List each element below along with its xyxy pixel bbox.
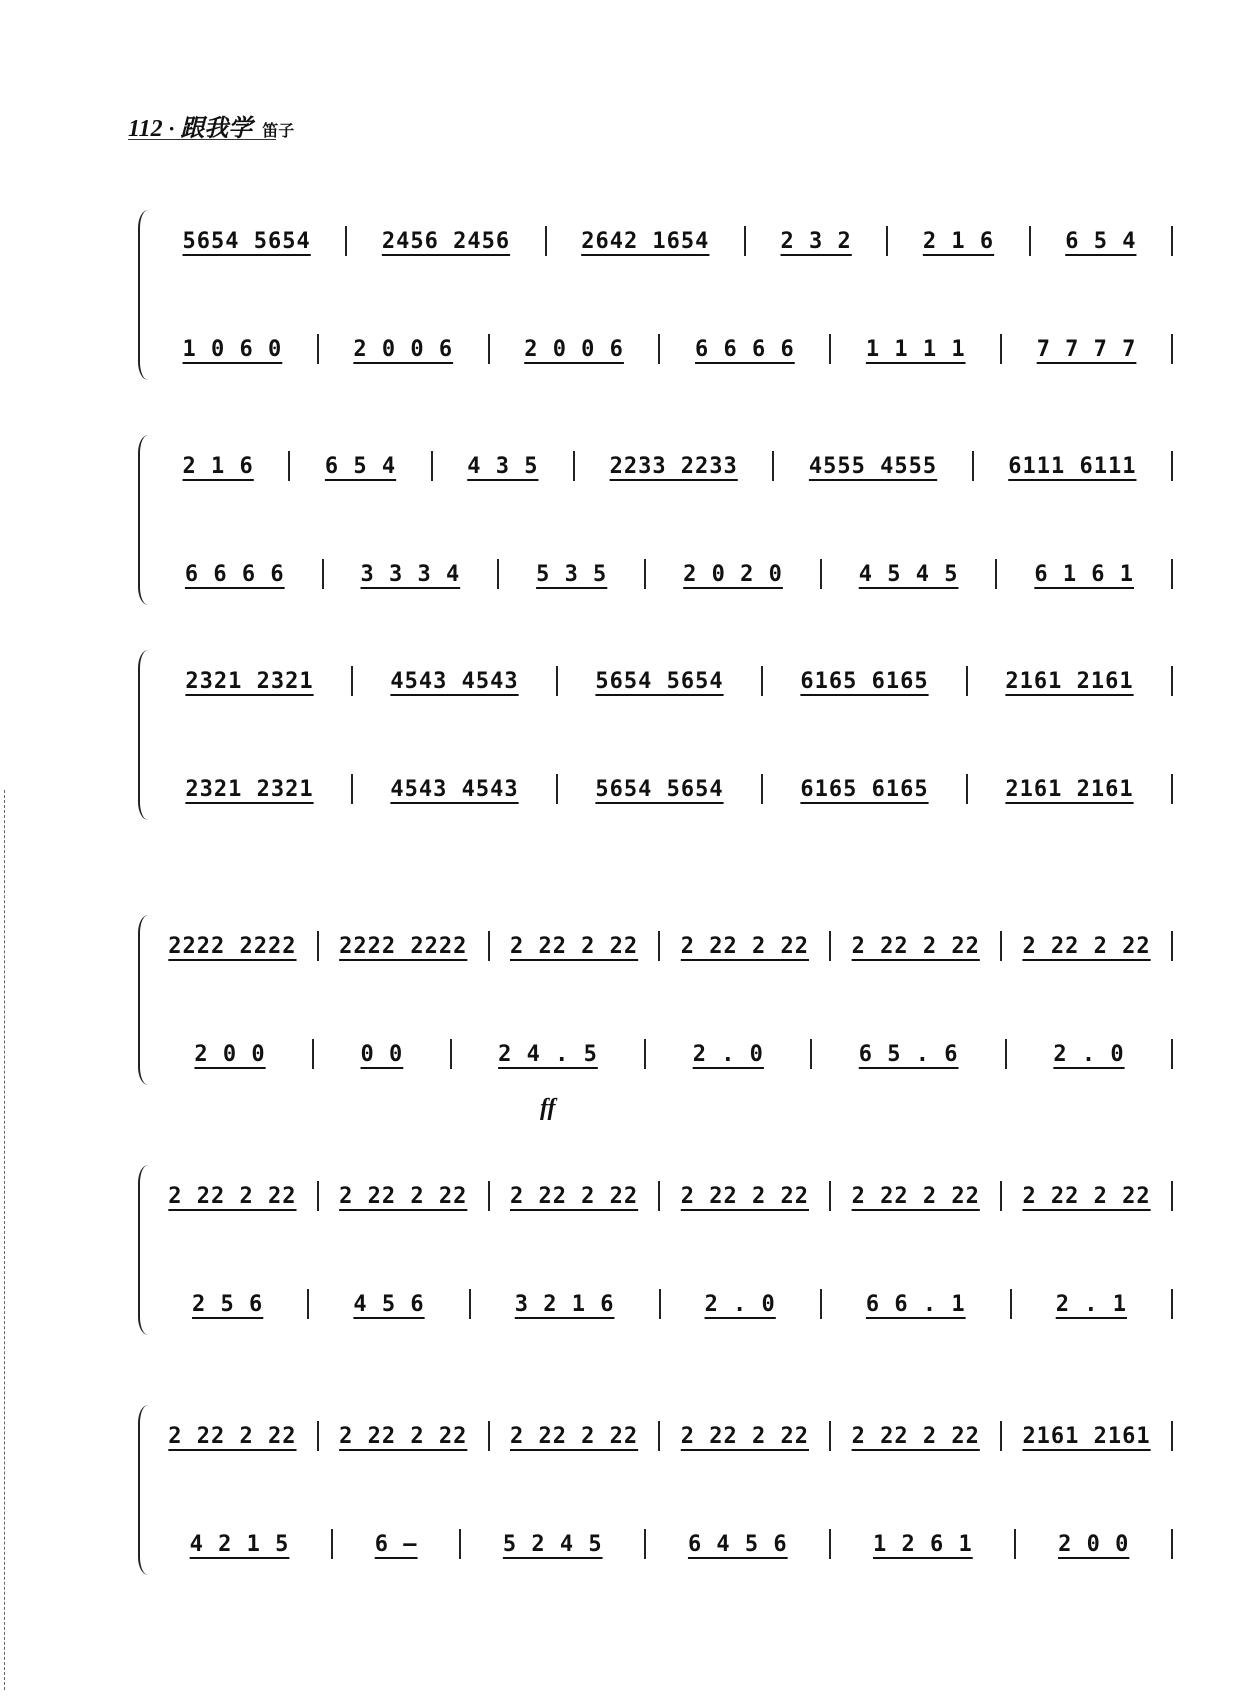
bar-line [1171,451,1173,481]
bar-line [345,226,347,256]
measure: 2161 2161 [1005,668,1134,694]
bar-line [820,1289,822,1319]
bar-line [317,1421,319,1451]
bar-line [886,226,888,256]
bar-line [1171,1181,1173,1211]
measure: 2321 2321 [185,776,314,802]
measure: 2 22 2 22 [680,933,809,959]
measure: 4 5 4 5 [858,561,959,587]
lower-part-line [158,328,1173,370]
measure: 6165 6165 [800,776,929,802]
bar-line [658,931,660,961]
measure: 2 22 2 22 [851,933,980,959]
measure: 2 22 2 22 [168,1183,297,1209]
bar-line [820,559,822,589]
series-title: 跟我学 [180,116,253,142]
bar-line [450,1039,452,1069]
bar-line [1171,1421,1173,1451]
bar-line [644,1039,646,1069]
bar-line [772,451,774,481]
measure: 2 22 2 22 [851,1183,980,1209]
score-system-5 [0,1155,1249,1355]
bar-line [459,1529,461,1559]
header-separator: · [168,116,175,141]
measure: 4555 4555 [808,453,938,479]
bar-line [351,666,353,696]
upper-part-line [158,1415,1173,1457]
measure: 2 0 0 [194,1041,266,1067]
bar-line [307,1289,309,1319]
bar-line [317,1181,319,1211]
measure: 5 3 5 [536,561,608,587]
measure: 6111 6111 [1008,453,1137,479]
system-brace [138,1165,154,1335]
measure: 1 2 6 1 [873,1531,973,1557]
measure: 2 22 2 22 [509,1423,639,1449]
measure: 2321 2321 [185,668,314,694]
bar-line [545,226,547,256]
measure: 7 7 7 7 [1036,336,1137,362]
bar-line [573,451,575,481]
bar-line [829,1529,831,1559]
page-header [128,108,294,143]
bar-line [1029,226,1031,256]
upper-part-line [158,445,1173,487]
bar-line [659,1289,661,1319]
measure: 2456 2456 [381,228,511,254]
measure: 3 3 3 4 [360,561,461,587]
measure: 6 5 4 [324,453,397,479]
measure: 2 0 0 6 [353,336,454,362]
system-brace [138,650,154,820]
measure: 2222 2222 [168,933,297,959]
measure: 4 2 1 5 [189,1531,290,1557]
bar-line [288,451,290,481]
bar-line [1171,666,1173,696]
bar-line [488,334,490,364]
measure: 2222 2222 [339,933,468,959]
measure: 6 6 6 6 [695,336,795,362]
measure: 2 . 0 [704,1291,776,1317]
measure: 6 5 4 [1065,228,1137,254]
bar-line [966,774,968,804]
measure: 2 . 0 [1053,1041,1125,1067]
lower-part-line [158,768,1173,810]
measure: 2 0 0 6 [524,336,624,362]
bar-line [1171,931,1173,961]
upper-part-line [158,220,1173,262]
measure: 2 . 0 [692,1041,764,1067]
measure: 2 4 . 5 [498,1041,598,1067]
system-brace [138,210,154,380]
measure: 2 22 2 22 [1022,1183,1151,1209]
measure: 2 0 2 0 [683,561,783,587]
bar-line [829,1421,831,1451]
bar-line [966,666,968,696]
measure: 2 0 0 [1058,1531,1130,1557]
bar-line [1171,334,1173,364]
measure: 2 22 2 22 [509,1183,639,1209]
bar-line [761,666,763,696]
upper-part-line [158,1175,1173,1217]
bar-line [1000,931,1002,961]
bar-line [761,774,763,804]
bar-line [1010,1289,1012,1319]
measure: 6 6 . 1 [865,1291,966,1317]
bar-line [1171,559,1173,589]
header-rule [128,139,276,140]
measure: 5654 5654 [595,776,724,802]
measure: 6 1 6 1 [1034,561,1135,587]
measure: 2 22 2 22 [339,1423,468,1449]
lower-part-line [158,1523,1173,1565]
measure: 4543 4543 [390,776,519,802]
bar-line [1014,1529,1016,1559]
book-subject: 笛子 [262,123,295,140]
bar-line [829,1181,831,1211]
lower-part-line [158,553,1173,595]
bar-line [351,774,353,804]
bar-line [1171,774,1173,804]
measure: 2 22 2 22 [168,1423,297,1449]
measure: 2233 2233 [609,453,738,479]
measure: 6 4 5 6 [687,1531,788,1557]
score-system-3 [0,640,1249,840]
bar-line [744,226,746,256]
measure: 2 22 2 22 [680,1423,809,1449]
bar-line [995,559,997,589]
measure: 3 2 1 6 [514,1291,615,1317]
bar-line [1171,226,1173,256]
measure: 6 5 . 6 [858,1041,959,1067]
bar-line [810,1039,812,1069]
upper-part-line [158,660,1173,702]
measure: 6 – [374,1531,418,1557]
bar-line [331,1529,333,1559]
system-brace [138,435,154,605]
measure: 5654 5654 [182,228,311,254]
bar-line [658,1181,660,1211]
measure: 2161 2161 [1005,776,1134,802]
score-system-2 [0,425,1249,625]
measure: 2 1 6 [182,453,254,479]
bar-line [1000,1421,1002,1451]
measure: 0 0 [360,1041,404,1067]
measure: 5 2 4 5 [502,1531,603,1557]
system-brace [138,1405,154,1575]
measure: 4 3 5 [467,453,539,479]
bar-line [1000,334,1002,364]
bar-line [469,1289,471,1319]
measure: 5654 5654 [595,668,724,694]
bar-line [317,334,319,364]
measure: 2 22 2 22 [339,1183,468,1209]
bar-line [556,774,558,804]
bar-line [972,451,974,481]
bar-line [488,1421,490,1451]
page-number: 112 [128,116,163,142]
measure: 4 5 6 [353,1291,425,1317]
bar-line [431,451,433,481]
bar-line [556,666,558,696]
bar-line [644,559,646,589]
system-brace [138,915,154,1085]
lower-part-line [158,1033,1173,1075]
measure: 2 22 2 22 [509,933,639,959]
score-system-4 [0,905,1249,1121]
measure: 6 6 6 6 [184,561,285,587]
bar-line [1000,1181,1002,1211]
measure: 2 . 1 [1055,1291,1127,1317]
bar-line [658,334,660,364]
bar-line [1171,1529,1173,1559]
bar-line [658,1421,660,1451]
measure: 2161 2161 [1022,1423,1151,1449]
measure: 2642 1654 [581,228,710,254]
measure: 4543 4543 [390,668,519,694]
bar-line [317,931,319,961]
bar-line [644,1529,646,1559]
score-system-6 [0,1395,1249,1595]
measure: 2 1 6 [922,228,995,254]
bar-line [488,931,490,961]
measure: 1 0 6 0 [182,336,283,362]
bar-line [829,931,831,961]
bar-line [1005,1039,1007,1069]
bar-line [488,1181,490,1211]
measure: 2 5 6 [192,1291,264,1317]
bar-line [322,559,324,589]
measure: 2 3 2 [780,228,852,254]
measure: 6165 6165 [800,668,929,694]
score-system-1 [0,200,1249,400]
measure: 2 22 2 22 [680,1183,809,1209]
measure: 1 1 1 1 [865,336,966,362]
measure: 2 22 2 22 [1022,933,1151,959]
bar-line [497,559,499,589]
measure: 2 22 2 22 [851,1423,980,1449]
bar-line [1171,1039,1173,1069]
upper-part-line [158,925,1173,967]
lower-part-line [158,1283,1173,1325]
bar-line [829,334,831,364]
bar-line [1171,1289,1173,1319]
bar-line [312,1039,314,1069]
dynamic-marking: ff [540,1095,556,1121]
